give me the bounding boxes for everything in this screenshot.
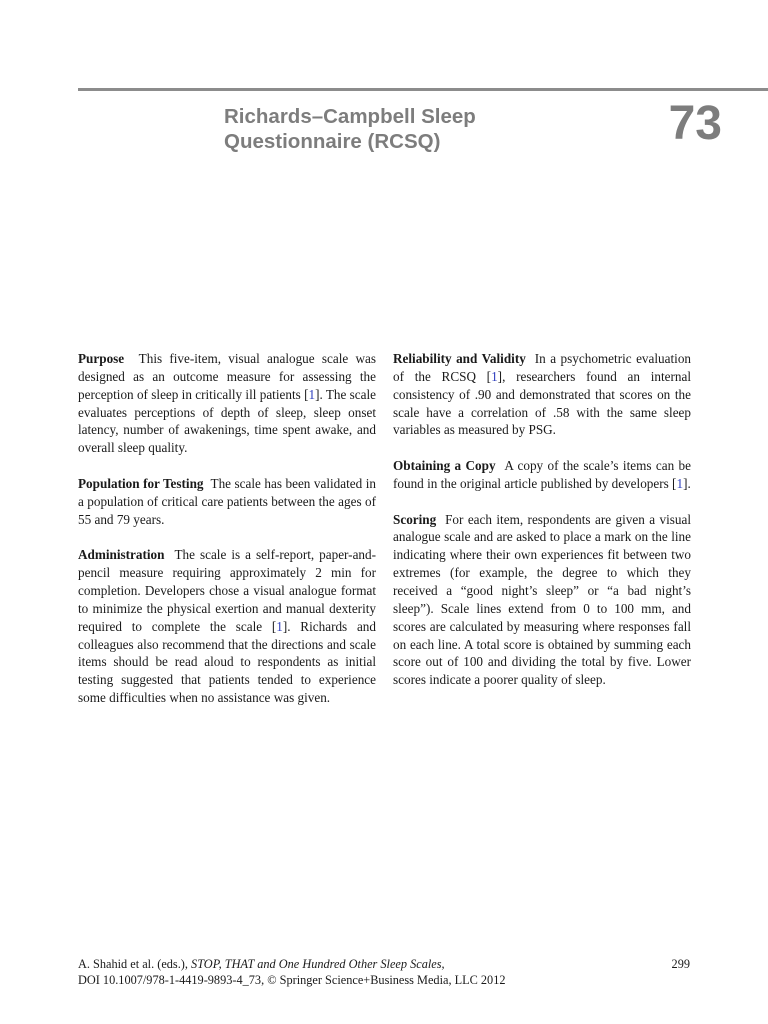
page-number: 299 <box>671 957 690 971</box>
footer-citation-line-1 <box>78 956 638 972</box>
section-heading-reliability: Reliability and Validity <box>393 351 526 366</box>
section-text: The scale has been validated in a population of critical care patients between the ages of 55 and 79 years. <box>78 475 377 527</box>
footer-editors: A. Shahid et al. (eds.), <box>78 957 192 971</box>
section-obtaining <box>393 457 691 493</box>
section-text: In a psychometric evaluation of the RCSQ [ <box>393 351 692 384</box>
section-text: ]. <box>683 475 691 491</box>
section-text: ], researchers found an internal consistency of .90 and demonstrated that scores on the scale have a correlation of .58 with the same sleep variables as measured by PSG. <box>393 368 691 438</box>
section-heading-administration: Administration <box>78 547 165 563</box>
header-rule <box>78 88 768 91</box>
chapter-title-line-1: Richards–Campbell Sleep <box>224 105 476 128</box>
section-text: A copy of the scale’s items can be found in the original article published by developers [ <box>393 458 692 491</box>
footer-book-title: STOP, THAT and One Hundred Other Sleep Scales, <box>191 957 445 971</box>
section-text: The scale is a self-report, paper-and-pencil measure requiring approximately 2 min for completion. Developers chose a visual analogue format to minimize the physical exertion and manual dexterity required to complete the scale [ <box>78 547 377 634</box>
section-heading-purpose: Purpose <box>78 351 125 366</box>
section-text: ]. The scale evaluates perceptions of depth of sleep, sleep onset latency, number of awakenings, time spent awake, and overall sleep quality. <box>78 386 376 456</box>
section-heading-scoring: Scoring <box>393 511 437 527</box>
section-text: ]. Richards and colleagues also recommend that the directions and scale items should be read aloud to respondents as initial testing suggested that patients tended to experience some difficulties when no assistance was given. <box>78 618 376 706</box>
section-heading-obtaining: Obtaining a Copy <box>393 458 496 474</box>
chapter-number: 73 <box>668 97 722 150</box>
citation-link[interactable]: 1 <box>491 368 498 384</box>
citation-link[interactable]: 1 <box>676 475 684 491</box>
chapter-title-line-2: Questionnaire (RCSQ) <box>224 130 441 153</box>
section-reliability <box>393 350 691 439</box>
citation-link[interactable]: 1 <box>308 386 316 402</box>
right-column <box>393 350 691 707</box>
section-population <box>78 475 376 529</box>
footer-doi: DOI 10.1007/978-1-4419-9893-4_73, © Springer Science+Business Media, LLC 2012 <box>78 973 506 987</box>
section-heading-population: Population for Testing <box>78 475 204 491</box>
left-column <box>78 350 376 725</box>
section-scoring <box>393 511 691 689</box>
section-text: This five-item, visual analogue scale was designed as an outcome measure for assessing the perception of sleep in critically ill patients [ <box>78 351 376 402</box>
chapter-title <box>224 104 604 154</box>
footer-citation <box>78 956 638 988</box>
section-text: For each item, respondents are given a visual analogue scale and are asked to place a mark on the line indicating where their own experiences fit between two extremes (for example, the degree to which they received a “good night’s sleep” or “a bad night’s sleep”). Scale lines extend from 0 to 100 mm, and scores are calculated by measuring where responses fall on each line. A total score is obtained by summing each score out of 100 and dividing the total by five. Lower scores indicate a poorer quality of sleep. <box>393 511 691 688</box>
citation-link[interactable]: 1 <box>276 618 283 634</box>
section-administration <box>78 546 376 707</box>
section-purpose <box>78 350 376 457</box>
